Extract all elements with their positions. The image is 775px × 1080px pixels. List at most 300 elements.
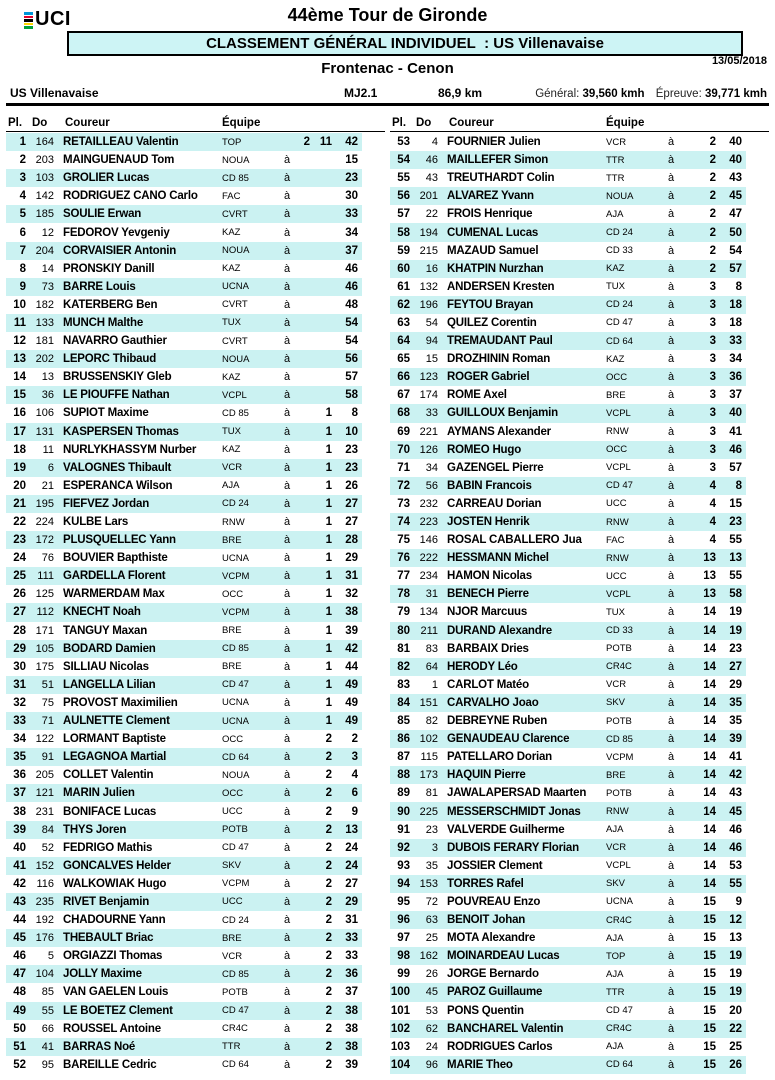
- team-cell: CR4C: [222, 1023, 248, 1035]
- dossard-cell: 151: [419, 696, 438, 709]
- team-cell: CD 24: [606, 227, 633, 239]
- team-cell: TUX: [606, 606, 625, 618]
- result-row: [390, 947, 746, 965]
- team-cell: OCC: [606, 371, 628, 383]
- team-cell: KAZ: [222, 371, 241, 383]
- team-cell: CD 64: [606, 1059, 633, 1071]
- rider-name-cell: WARMERDAM Max: [63, 588, 165, 601]
- dossard-cell: 235: [35, 895, 54, 908]
- gap-seconds-cell: 36: [345, 968, 358, 981]
- rider-name-cell: PROVOST Maximilien: [63, 696, 178, 709]
- result-row: [390, 495, 746, 513]
- gap-seconds-cell: 46: [729, 443, 742, 456]
- rider-name-cell: TORRES Rafel: [447, 877, 524, 890]
- dossard-cell: 103: [35, 172, 54, 185]
- gap-prefix-cell: à: [667, 751, 675, 764]
- gap-prefix-cell: à: [283, 516, 291, 529]
- team-cell: VCR: [606, 679, 627, 691]
- gap-prefix-cell: à: [283, 769, 291, 782]
- gap-seconds-cell: 33: [345, 932, 358, 945]
- gap-seconds-cell: 26: [729, 1058, 742, 1071]
- gap-prefix-cell: à: [667, 733, 675, 746]
- gap-minutes-cell: 2: [325, 968, 332, 981]
- rider-name-cell: PRONSKIY Danill: [63, 262, 155, 275]
- rank-cell: 80: [397, 624, 410, 637]
- result-row: [6, 676, 362, 694]
- gap-minutes-cell: 2: [325, 1022, 332, 1035]
- gap-minutes-cell: 15: [703, 932, 716, 945]
- rider-name-cell: WALKOWIAK Hugo: [63, 877, 167, 890]
- rider-name-cell: BENOIT Johan: [447, 914, 526, 927]
- dossard-cell: 4: [431, 136, 438, 149]
- gap-minutes-cell: 2: [325, 751, 332, 764]
- gap-prefix-cell: à: [667, 226, 675, 239]
- gap-minutes-cell: 3: [709, 371, 716, 384]
- event-speed-value: 39,771 kmh: [704, 88, 767, 100]
- rank-cell: 30: [13, 660, 26, 673]
- team-cell: CD 47: [222, 842, 249, 854]
- gap-seconds-cell: 23: [729, 642, 742, 655]
- gap-minutes-cell: 1: [325, 497, 332, 510]
- rider-name-cell: KNECHT Noah: [63, 606, 141, 619]
- dossard-cell: 82: [425, 715, 438, 728]
- gap-prefix-cell: à: [283, 678, 291, 691]
- team-cell: BRE: [222, 625, 242, 637]
- gap-seconds-cell: 46: [345, 280, 358, 293]
- rank-cell: 22: [13, 516, 26, 529]
- team-cell: OCC: [606, 444, 628, 456]
- team-cell: VCR: [606, 136, 627, 148]
- gap-seconds-cell: 6: [351, 787, 358, 800]
- team-cell: CD 24: [222, 914, 249, 926]
- result-row: [390, 169, 746, 187]
- team-cell: VCPM: [606, 751, 634, 763]
- result-row: [390, 622, 746, 640]
- rank-cell: 32: [13, 696, 26, 709]
- rider-name-cell: BAREILLE Cedric: [63, 1058, 157, 1071]
- rank-cell: 55: [397, 172, 410, 185]
- rider-name-cell: NAVARRO Gauthier: [63, 335, 167, 348]
- gap-prefix-cell: à: [667, 335, 675, 348]
- col-header-place: Pl.: [392, 117, 407, 129]
- gap-seconds-cell: 37: [345, 986, 358, 999]
- rank-cell: 29: [13, 642, 26, 655]
- team-cell: VCPM: [222, 878, 250, 890]
- team-cell: SKV: [606, 878, 626, 890]
- rider-name-cell: BARBAIX Dries: [447, 642, 529, 655]
- gap-minutes-cell: 2: [325, 787, 332, 800]
- gap-seconds-cell: 13: [345, 823, 358, 836]
- gap-seconds-cell: 32: [345, 588, 358, 601]
- rank-cell: 67: [397, 389, 410, 402]
- gap-prefix-cell: à: [283, 190, 291, 203]
- gap-minutes-cell: 1: [325, 588, 332, 601]
- rank-cell: 65: [397, 353, 410, 366]
- rider-name-cell: FEDRIGO Mathis: [63, 841, 153, 854]
- rider-name-cell: DUBOIS FERARY Florian: [447, 841, 579, 854]
- rider-name-cell: TREMAUDANT Paul: [447, 335, 553, 348]
- rank-cell: 49: [13, 1004, 26, 1017]
- gap-prefix-cell: à: [667, 154, 675, 167]
- result-row: [390, 694, 746, 712]
- dossard-cell: 115: [420, 751, 438, 764]
- gap-seconds-cell: 30: [345, 190, 358, 203]
- dossard-cell: 13: [41, 371, 54, 384]
- gap-prefix-cell: à: [283, 280, 291, 293]
- rider-name-cell: CUMENAL Lucas: [447, 226, 539, 239]
- team-cell: TTR: [222, 1041, 241, 1053]
- gap-seconds-cell: 29: [345, 895, 358, 908]
- rank-cell: 71: [397, 461, 410, 474]
- rider-name-cell: GUILLOUX Benjamin: [447, 407, 558, 420]
- team-cell: UCC: [222, 896, 243, 908]
- team-cell: CD 33: [606, 625, 633, 637]
- dossard-cell: 175: [35, 660, 54, 673]
- rank-cell: 45: [13, 932, 26, 945]
- rank-cell: 92: [397, 841, 410, 854]
- rider-name-cell: BOUVIER Bapthiste: [63, 552, 168, 565]
- result-row: [6, 839, 362, 857]
- gap-seconds-cell: 18: [729, 298, 742, 311]
- team-cell: CR4C: [606, 1023, 632, 1035]
- result-row: [6, 730, 362, 748]
- team-cell: TUX: [222, 426, 241, 438]
- gap-prefix-cell: à: [283, 316, 291, 329]
- dossard-cell: 112: [36, 606, 54, 619]
- dossard-cell: 132: [419, 280, 438, 293]
- gap-prefix-cell: à: [667, 968, 675, 981]
- gap-prefix-cell: à: [283, 262, 291, 275]
- team-cell: OCC: [222, 733, 244, 745]
- gap-prefix-cell: à: [667, 769, 675, 782]
- rider-name-cell: VALOGNES Thibault: [63, 461, 172, 474]
- dossard-cell: 53: [425, 1004, 438, 1017]
- team-cell: CD 33: [606, 245, 633, 257]
- rider-name-cell: MOINARDEAU Lucas: [447, 950, 560, 963]
- rider-name-cell: MARIN Julien: [63, 787, 135, 800]
- dossard-cell: 66: [41, 1022, 54, 1035]
- team-cell: POTB: [606, 643, 632, 655]
- dossard-cell: 201: [419, 190, 438, 203]
- rider-name-cell: RODRIGUEZ CANO Carlo: [63, 190, 198, 203]
- gap-minutes-cell: 3: [709, 461, 716, 474]
- result-row: [6, 748, 362, 766]
- rank-cell: 58: [397, 226, 410, 239]
- gap-prefix-cell: à: [667, 877, 675, 890]
- gap-prefix-cell: à: [667, 298, 675, 311]
- team-cell: VCPM: [222, 606, 250, 618]
- team-cell: VCPL: [606, 407, 631, 419]
- rank-cell: 56: [397, 190, 410, 203]
- dossard-cell: 26: [425, 968, 438, 981]
- gap-prefix-cell: à: [667, 172, 675, 185]
- dossard-cell: 25: [425, 932, 438, 945]
- team-cell: FAC: [606, 534, 625, 546]
- dossard-cell: 174: [419, 389, 438, 402]
- gap-prefix-cell: à: [283, 660, 291, 673]
- team-cell: CVRT: [222, 208, 248, 220]
- team-cell: NOUA: [222, 245, 250, 257]
- team-cell: SKV: [222, 860, 242, 872]
- team-cell: RNW: [606, 552, 629, 564]
- rank-cell: 20: [13, 479, 26, 492]
- gap-seconds-cell: 33: [729, 335, 742, 348]
- result-row: [6, 242, 362, 260]
- result-row: [390, 368, 746, 386]
- gap-prefix-cell: à: [667, 262, 675, 275]
- rider-name-cell: JOSSIER Clement: [447, 859, 543, 872]
- rank-cell: 37: [13, 787, 26, 800]
- result-row: [6, 169, 362, 187]
- gap-prefix-cell: à: [667, 696, 675, 709]
- gap-prefix-cell: à: [283, 823, 291, 836]
- gap-minutes-cell: 2: [325, 1058, 332, 1071]
- gap-minutes-cell: 1: [325, 461, 332, 474]
- result-row: [390, 929, 746, 947]
- gap-prefix-cell: à: [283, 371, 291, 384]
- result-row: [390, 784, 746, 802]
- rider-name-cell: KATERBERG Ben: [63, 298, 158, 311]
- result-row: [390, 441, 746, 459]
- rider-name-cell: ESPERANCA Wilson: [63, 479, 173, 492]
- gap-minutes-cell: 1: [325, 606, 332, 619]
- rider-name-cell: BONIFACE Lucas: [63, 805, 157, 818]
- gap-seconds-cell: 55: [729, 877, 742, 890]
- gap-seconds-cell: 15: [729, 497, 742, 510]
- dossard-cell: 36: [41, 389, 54, 402]
- team-cell: CD 47: [606, 480, 633, 492]
- dossard-cell: 152: [35, 859, 54, 872]
- rank-cell: 44: [13, 914, 26, 927]
- gap-prefix-cell: à: [667, 624, 675, 637]
- gap-seconds-cell: 19: [729, 950, 742, 963]
- team-cell: UCNA: [222, 552, 249, 564]
- rank-cell: 77: [397, 570, 410, 583]
- gap-prefix-cell: à: [667, 190, 675, 203]
- rider-name-cell: POUVREAU Enzo: [447, 895, 541, 908]
- gap-seconds-cell: 58: [729, 588, 742, 601]
- gap-prefix-cell: à: [283, 244, 291, 257]
- gap-seconds-cell: 3: [351, 751, 358, 764]
- gap-seconds-cell: 8: [735, 479, 742, 492]
- rank-cell: 17: [13, 425, 26, 438]
- rider-name-cell: GENAUDEAU Clarence: [447, 733, 570, 746]
- gap-seconds-cell: 42: [345, 642, 358, 655]
- gap-prefix-cell: à: [283, 986, 291, 999]
- club-label: US Villenavaise: [10, 86, 99, 100]
- gap-minutes-cell: 2: [325, 895, 332, 908]
- dossard-cell: 221: [419, 425, 438, 438]
- gap-minutes-cell: 1: [325, 425, 332, 438]
- dossard-cell: 204: [35, 244, 54, 257]
- rank-cell: 31: [13, 678, 26, 691]
- gap-seconds-cell: 2: [351, 733, 358, 746]
- gap-seconds-cell: 40: [729, 154, 742, 167]
- rank-cell: 95: [397, 895, 410, 908]
- dossard-cell: 181: [35, 335, 54, 348]
- gap-prefix-cell: à: [667, 1022, 675, 1035]
- rider-name-cell: AYMANS Alexander: [447, 425, 551, 438]
- rider-name-cell: AULNETTE Clement: [63, 715, 170, 728]
- gap-minutes-cell: 2: [325, 859, 332, 872]
- team-cell: AJA: [606, 1041, 624, 1053]
- result-row: [6, 929, 362, 947]
- rank-cell: 69: [397, 425, 410, 438]
- rank-cell: 23: [13, 534, 26, 547]
- rider-name-cell: MAINGUENAUD Tom: [63, 154, 175, 167]
- gap-seconds-cell: 23: [345, 461, 358, 474]
- rider-name-cell: DROZHININ Roman: [447, 353, 551, 366]
- rider-name-cell: HESSMANN Michel: [447, 552, 549, 565]
- result-row: [390, 585, 746, 603]
- team-cell: VCR: [222, 462, 243, 474]
- rank-cell: 66: [397, 371, 410, 384]
- rider-name-cell: MESSERSCHMIDT Jonas: [447, 805, 581, 818]
- rider-name-cell: MARIE Theo: [447, 1058, 513, 1071]
- rank-cell: 101: [390, 1004, 410, 1017]
- gap-prefix-cell: à: [283, 877, 291, 890]
- dossard-cell: 22: [425, 208, 438, 221]
- team-cell: SKV: [606, 697, 626, 709]
- team-cell: NOUA: [222, 154, 250, 166]
- gap-seconds-cell: 27: [729, 660, 742, 673]
- dossard-cell: 133: [35, 316, 54, 329]
- gap-seconds-cell: 22: [729, 1022, 742, 1035]
- dossard-cell: 63: [425, 914, 438, 927]
- gap-prefix-cell: à: [667, 895, 675, 908]
- team-cell: BRE: [222, 534, 242, 546]
- team-cell: FAC: [222, 190, 241, 202]
- gap-prefix-cell: à: [283, 389, 291, 402]
- gap-prefix-cell: à: [667, 570, 675, 583]
- gap-minutes-cell: 2: [325, 841, 332, 854]
- rider-name-cell: NURLYKHASSYM Nurber: [63, 443, 197, 456]
- dossard-cell: 21: [41, 479, 54, 492]
- gap-seconds-cell: 45: [729, 190, 742, 203]
- gap-minutes-cell: 2: [325, 986, 332, 999]
- gap-prefix-cell: à: [283, 534, 291, 547]
- team-cell: VCPL: [606, 462, 631, 474]
- rider-name-cell: GAZENGEL Pierre: [447, 461, 544, 474]
- gap-prefix-cell: à: [283, 624, 291, 637]
- gap-prefix-cell: à: [667, 244, 675, 257]
- result-row: [390, 965, 746, 983]
- gap-minutes-cell: 14: [703, 696, 716, 709]
- dossard-cell: 51: [41, 678, 54, 691]
- team-cell: CD 47: [222, 1005, 249, 1017]
- dossard-cell: 71: [41, 715, 54, 728]
- rank-cell: 82: [397, 660, 410, 673]
- gap-prefix-cell: à: [667, 1040, 675, 1053]
- dossard-cell: 116: [36, 877, 54, 890]
- gap-seconds-cell: 41: [729, 751, 742, 764]
- result-row: [6, 205, 362, 223]
- result-row: [390, 875, 746, 893]
- gap-minutes-cell: 3: [709, 389, 716, 402]
- gap-minutes-cell: 2: [709, 244, 716, 257]
- dossard-cell: 153: [419, 877, 438, 890]
- result-row: [6, 296, 362, 314]
- rider-name-cell: GROLIER Lucas: [63, 172, 150, 185]
- dossard-cell: 182: [35, 298, 54, 311]
- rank-cell: 84: [397, 696, 410, 709]
- gap-seconds-cell: 28: [345, 534, 358, 547]
- gap-seconds-cell: 56: [345, 353, 358, 366]
- result-row: [390, 712, 746, 730]
- rank-cell: 60: [397, 262, 410, 275]
- dossard-cell: 222: [419, 552, 438, 565]
- table-header: [390, 108, 769, 132]
- gap-minutes-cell: 2: [325, 877, 332, 890]
- gap-seconds-cell: 34: [345, 226, 358, 239]
- dossard-cell: 164: [35, 136, 54, 149]
- gap-minutes-cell: 1: [325, 516, 332, 529]
- team-cell: KAZ: [222, 444, 241, 456]
- gap-prefix-cell: à: [667, 461, 675, 474]
- rank-cell: 94: [397, 877, 410, 890]
- gap-minutes-cell: 1: [325, 479, 332, 492]
- team-cell: AJA: [606, 824, 624, 836]
- rank-cell: 73: [397, 497, 410, 510]
- rank-cell: 38: [13, 805, 26, 818]
- rank-cell: 47: [13, 968, 26, 981]
- result-row: [390, 423, 746, 441]
- gap-minutes-cell: 2: [709, 136, 716, 149]
- result-row: [390, 893, 746, 911]
- rider-name-cell: PATELLARO Dorian: [447, 751, 552, 764]
- team-cell: POTB: [222, 986, 248, 998]
- rank-cell: 5: [19, 208, 26, 221]
- result-row: [390, 857, 746, 875]
- result-row: [6, 459, 362, 477]
- gap-minutes-cell: 2: [325, 769, 332, 782]
- rank-cell: 7: [19, 244, 26, 257]
- dossard-cell: 55: [41, 1004, 54, 1017]
- gap-seconds-cell: 45: [729, 805, 742, 818]
- table-body-left: [6, 133, 385, 1074]
- gap-seconds-cell: 54: [729, 244, 742, 257]
- gap-seconds-cell: 26: [345, 479, 358, 492]
- dossard-cell: 176: [35, 932, 54, 945]
- gap-seconds-cell: 43: [729, 172, 742, 185]
- result-row: [390, 658, 746, 676]
- gap-minutes-cell: 15: [703, 1040, 716, 1053]
- rider-name-cell: JORGE Bernardo: [447, 968, 539, 981]
- rank-cell: 4: [19, 190, 26, 203]
- gap-seconds-cell: 27: [345, 516, 358, 529]
- team-cell: TOP: [222, 136, 242, 148]
- col-header-place: Pl.: [8, 117, 23, 129]
- gap-prefix-cell: à: [283, 208, 291, 221]
- gap-prefix-cell: à: [283, 696, 291, 709]
- result-row: [6, 386, 362, 404]
- gap-minutes-cell: 15: [703, 1058, 716, 1071]
- team-cell: BRE: [606, 389, 626, 401]
- result-row: [6, 531, 362, 549]
- rank-cell: 26: [13, 588, 26, 601]
- gap-seconds-cell: 37: [345, 244, 358, 257]
- rider-name-cell: SOULIE Erwan: [63, 208, 142, 221]
- rank-cell: 104: [390, 1058, 410, 1071]
- result-row: [390, 1056, 746, 1074]
- result-row: [390, 223, 746, 241]
- dossard-cell: 23: [425, 823, 438, 836]
- gap-minutes-cell: 2: [709, 172, 716, 185]
- result-row: [6, 151, 362, 169]
- result-row: [6, 965, 362, 983]
- result-row: [6, 603, 362, 621]
- team-cell: CR4C: [606, 661, 632, 673]
